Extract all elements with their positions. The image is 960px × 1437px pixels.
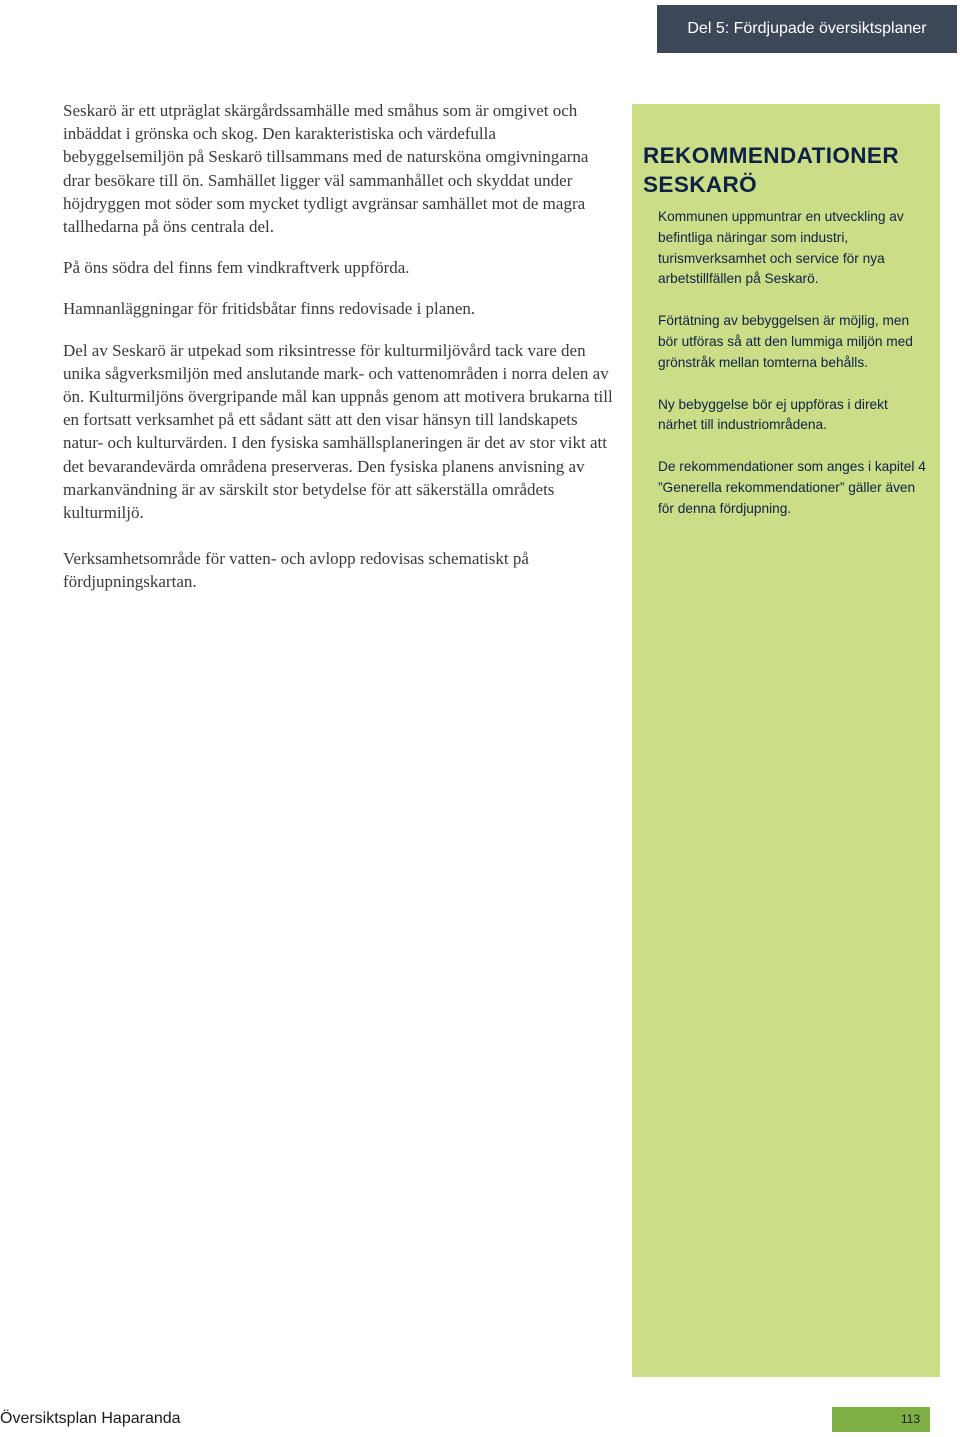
paragraph-intro: Seskarö är ett utpräglat skärgårdssamhälle med småhus som är omgivet och inbäddat i grönska och skog. Den karakteristiska och värdefulla bebyggelsemiljön på Seskarö tillsammans med de natursköna omgivningarna drar besökare till ön. Samhället ligger väl sammanhållet och skyddat under höjdryggen mot söder som mycket tydligt avgränsar samhället mot de magra tallhedarna på öns centrala del. (63, 101, 589, 237)
recommendations-box (632, 104, 940, 1377)
recommendation-item: Ny bebyggelse bör ej uppföras i direkt närhet till industriområdena. (658, 396, 888, 433)
paragraph-wind-power: På öns södra del finns fem vindkraftverk uppförda. (63, 258, 410, 278)
page-number: 113 (900, 1412, 920, 1426)
paragraph-cultural-heritage: Del av Seskarö är utpekad som riksintresse för kulturmiljövård tack vare den unika sågverksmiljön med anslutande mark- och vattenområden i norra delen av ön. Kulturmiljöns övergripande mål kan uppnås genom att motivera brukarna till en fortsatt verksamhet på ett sådant sätt att den visar hänsyn till landskapets natur- och kulturvärden. I den fysiska samhällsplaneringen är det av stor vikt att det bevarandevärda områdena preserveras. Den fysiska planens anvisning av markanvändning är av särskilt stor betydelse för att säkerställa områdets kulturmiljö. (63, 340, 613, 523)
recommendation-item: Kommunen uppmuntrar en utveckling av befintliga näringar som industri, turismverksamhet och service för nya arbetstillfällen på Seskarö. (658, 209, 904, 287)
recommendations-title: REKOMMENDATIONER SESKARÖ (643, 143, 899, 197)
main-text-column (63, 99, 618, 612)
paragraph-harbors: Hamnanläggningar för fritidsbåtar finns redovisade i planen. (63, 299, 476, 319)
section-header-tab (657, 5, 957, 53)
recommendation-item: Förtätning av bebyggelsen är möjlig, men bör utföras så att den lummiga miljön med grönstråk mellan tomterna behålls. (658, 313, 913, 370)
recommendation-item: De rekommendationer som anges i kapitel 4 ”Generella rekommendationer” gäller även för denna fördjupning. (658, 459, 926, 516)
footer-document-title: Översiktsplan Haparanda (0, 1410, 181, 1427)
page-number-badge (832, 1407, 930, 1432)
paragraph-water-sewage: Verksamhetsområde för vatten- och avlopp redovisas schematiskt på fördjupningskartan. (63, 549, 529, 592)
section-title: Del 5: Fördjupade översiktsplaner (687, 20, 927, 37)
recommendations-list (658, 207, 926, 541)
